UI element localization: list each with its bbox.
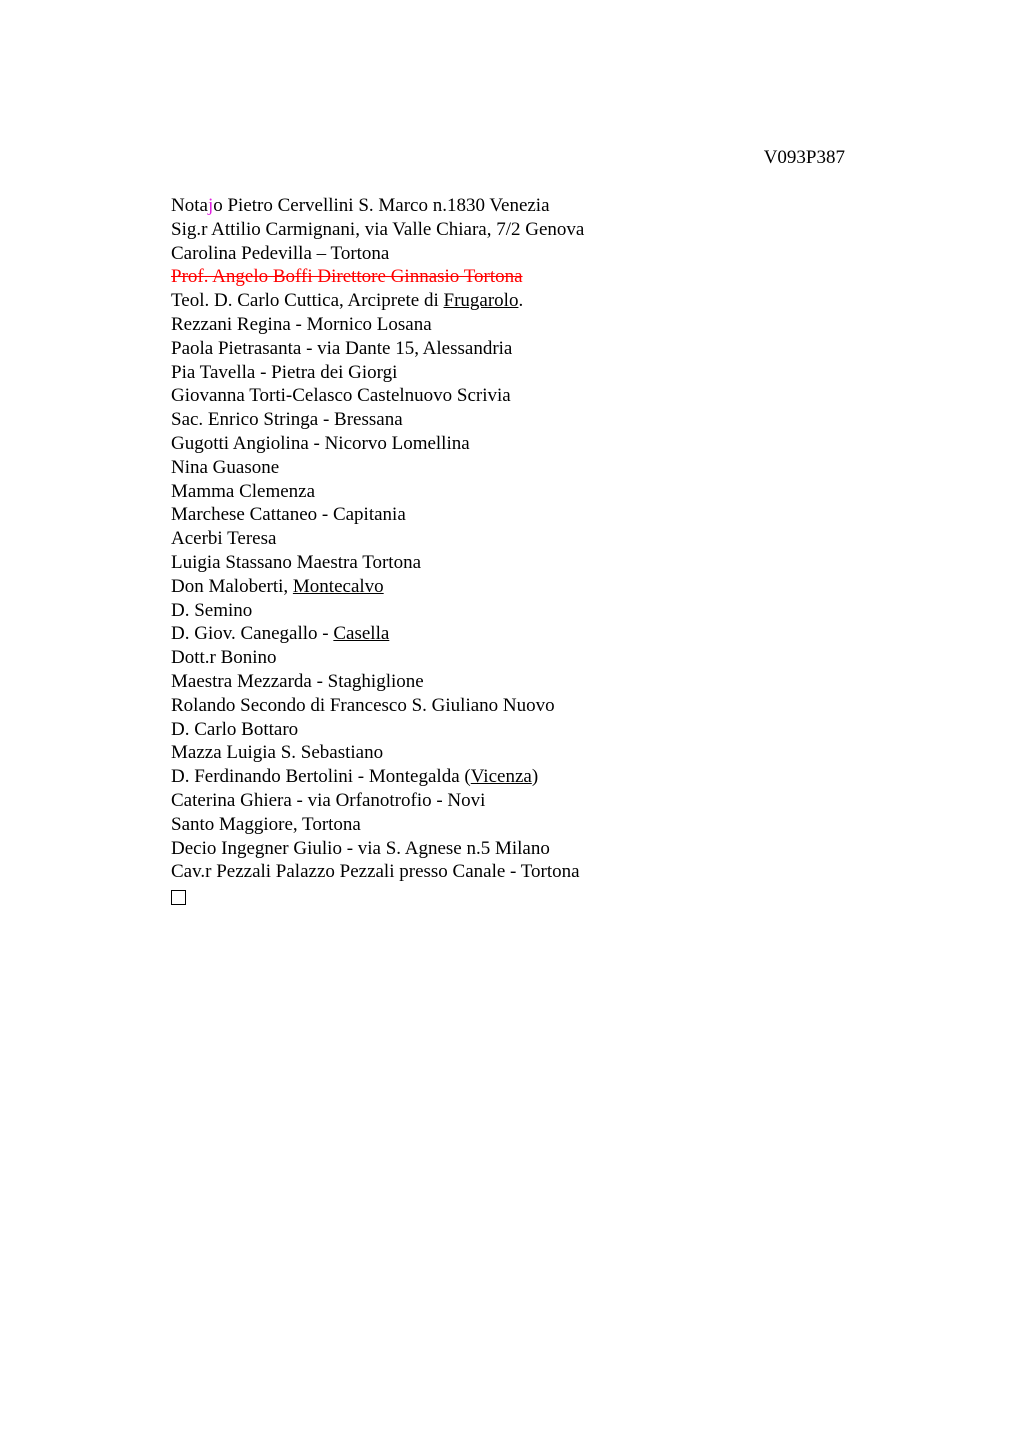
list-item: Paola Pietrasanta - via Dante 15, Alessandria bbox=[171, 337, 513, 359]
list-item: D. Semino bbox=[171, 599, 253, 621]
list-item: Marchese Cattaneo - Capitania bbox=[171, 504, 406, 526]
list-item bbox=[171, 622, 871, 646]
highlighted-letter: j bbox=[207, 195, 214, 216]
list-item: Nina Guasone bbox=[171, 456, 280, 478]
list-item: Caterina Ghiera - via Orfanotrofio - Novi bbox=[171, 789, 486, 811]
entry-text: ) bbox=[531, 766, 539, 788]
underlined-place: Frugarolo bbox=[443, 290, 519, 312]
entry-text: D. Ferdinando Bertolini - Montegalda ( bbox=[171, 766, 471, 788]
list-item: Carolina Pedevilla – Tortona bbox=[171, 242, 390, 264]
list-item: Cav.r Pezzali Palazzo Pezzali presso Canale - Tortona bbox=[171, 861, 580, 883]
list-item bbox=[171, 289, 871, 313]
entry-text: o Pietro Cervellini S. Marco n.1830 Venezia bbox=[213, 195, 550, 216]
page-code: V093P387 bbox=[763, 147, 845, 168]
list-item: Sig.r Attilio Carmignani, via Valle Chiara, 7/2 Genova bbox=[171, 218, 585, 240]
list-item: Giovanna Torti-Celasco Castelnuovo Scrivia bbox=[171, 385, 511, 407]
list-item: Gugotti Angiolina - Nicorvo Lomellina bbox=[171, 432, 470, 454]
entry-text: D. Giov. Canegallo - bbox=[171, 623, 334, 645]
list-item: Maestra Mezzarda - Staghiglione bbox=[171, 670, 424, 692]
underlined-place: Vicenza bbox=[470, 766, 532, 788]
entry-text: Nota bbox=[171, 195, 208, 216]
struck-list-item: Prof. Angelo Boffi Direttore Ginnasio Tortona bbox=[171, 266, 523, 288]
underlined-place: Casella bbox=[333, 623, 390, 645]
entry-text: Don Maloberti, bbox=[171, 575, 293, 597]
list-item: Santo Maggiore, Tortona bbox=[171, 813, 361, 835]
list-item: Mamma Clemenza bbox=[171, 480, 316, 502]
entry-text: Teol. D. Carlo Cuttica, Arciprete di bbox=[171, 290, 444, 312]
list-item: Luigia Stassano Maestra Tortona bbox=[171, 551, 422, 573]
address-list bbox=[171, 194, 871, 908]
list-item: Decio Ingegner Giulio - via S. Agnese n.5 Milano bbox=[171, 837, 550, 859]
list-item: Dott.r Bonino bbox=[171, 647, 277, 669]
underlined-place: Montecalvo bbox=[292, 575, 384, 597]
list-item bbox=[171, 884, 871, 908]
list-item: Rezzani Regina - Mornico Losana bbox=[171, 313, 432, 335]
list-item: Rolando Secondo di Francesco S. Giuliano Nuovo bbox=[171, 694, 555, 716]
list-item: Acerbi Teresa bbox=[171, 528, 277, 550]
list-item: D. Carlo Bottaro bbox=[171, 718, 299, 740]
list-item bbox=[171, 194, 871, 218]
list-item: Pia Tavella - Pietra dei Giorgi bbox=[171, 361, 398, 383]
list-item: Mazza Luigia S. Sebastiano bbox=[171, 742, 384, 764]
entry-text: . bbox=[518, 290, 524, 312]
empty-box-icon bbox=[171, 890, 186, 905]
list-item bbox=[171, 575, 871, 599]
list-item: Sac. Enrico Stringa - Bressana bbox=[171, 409, 403, 431]
list-item bbox=[171, 765, 871, 789]
